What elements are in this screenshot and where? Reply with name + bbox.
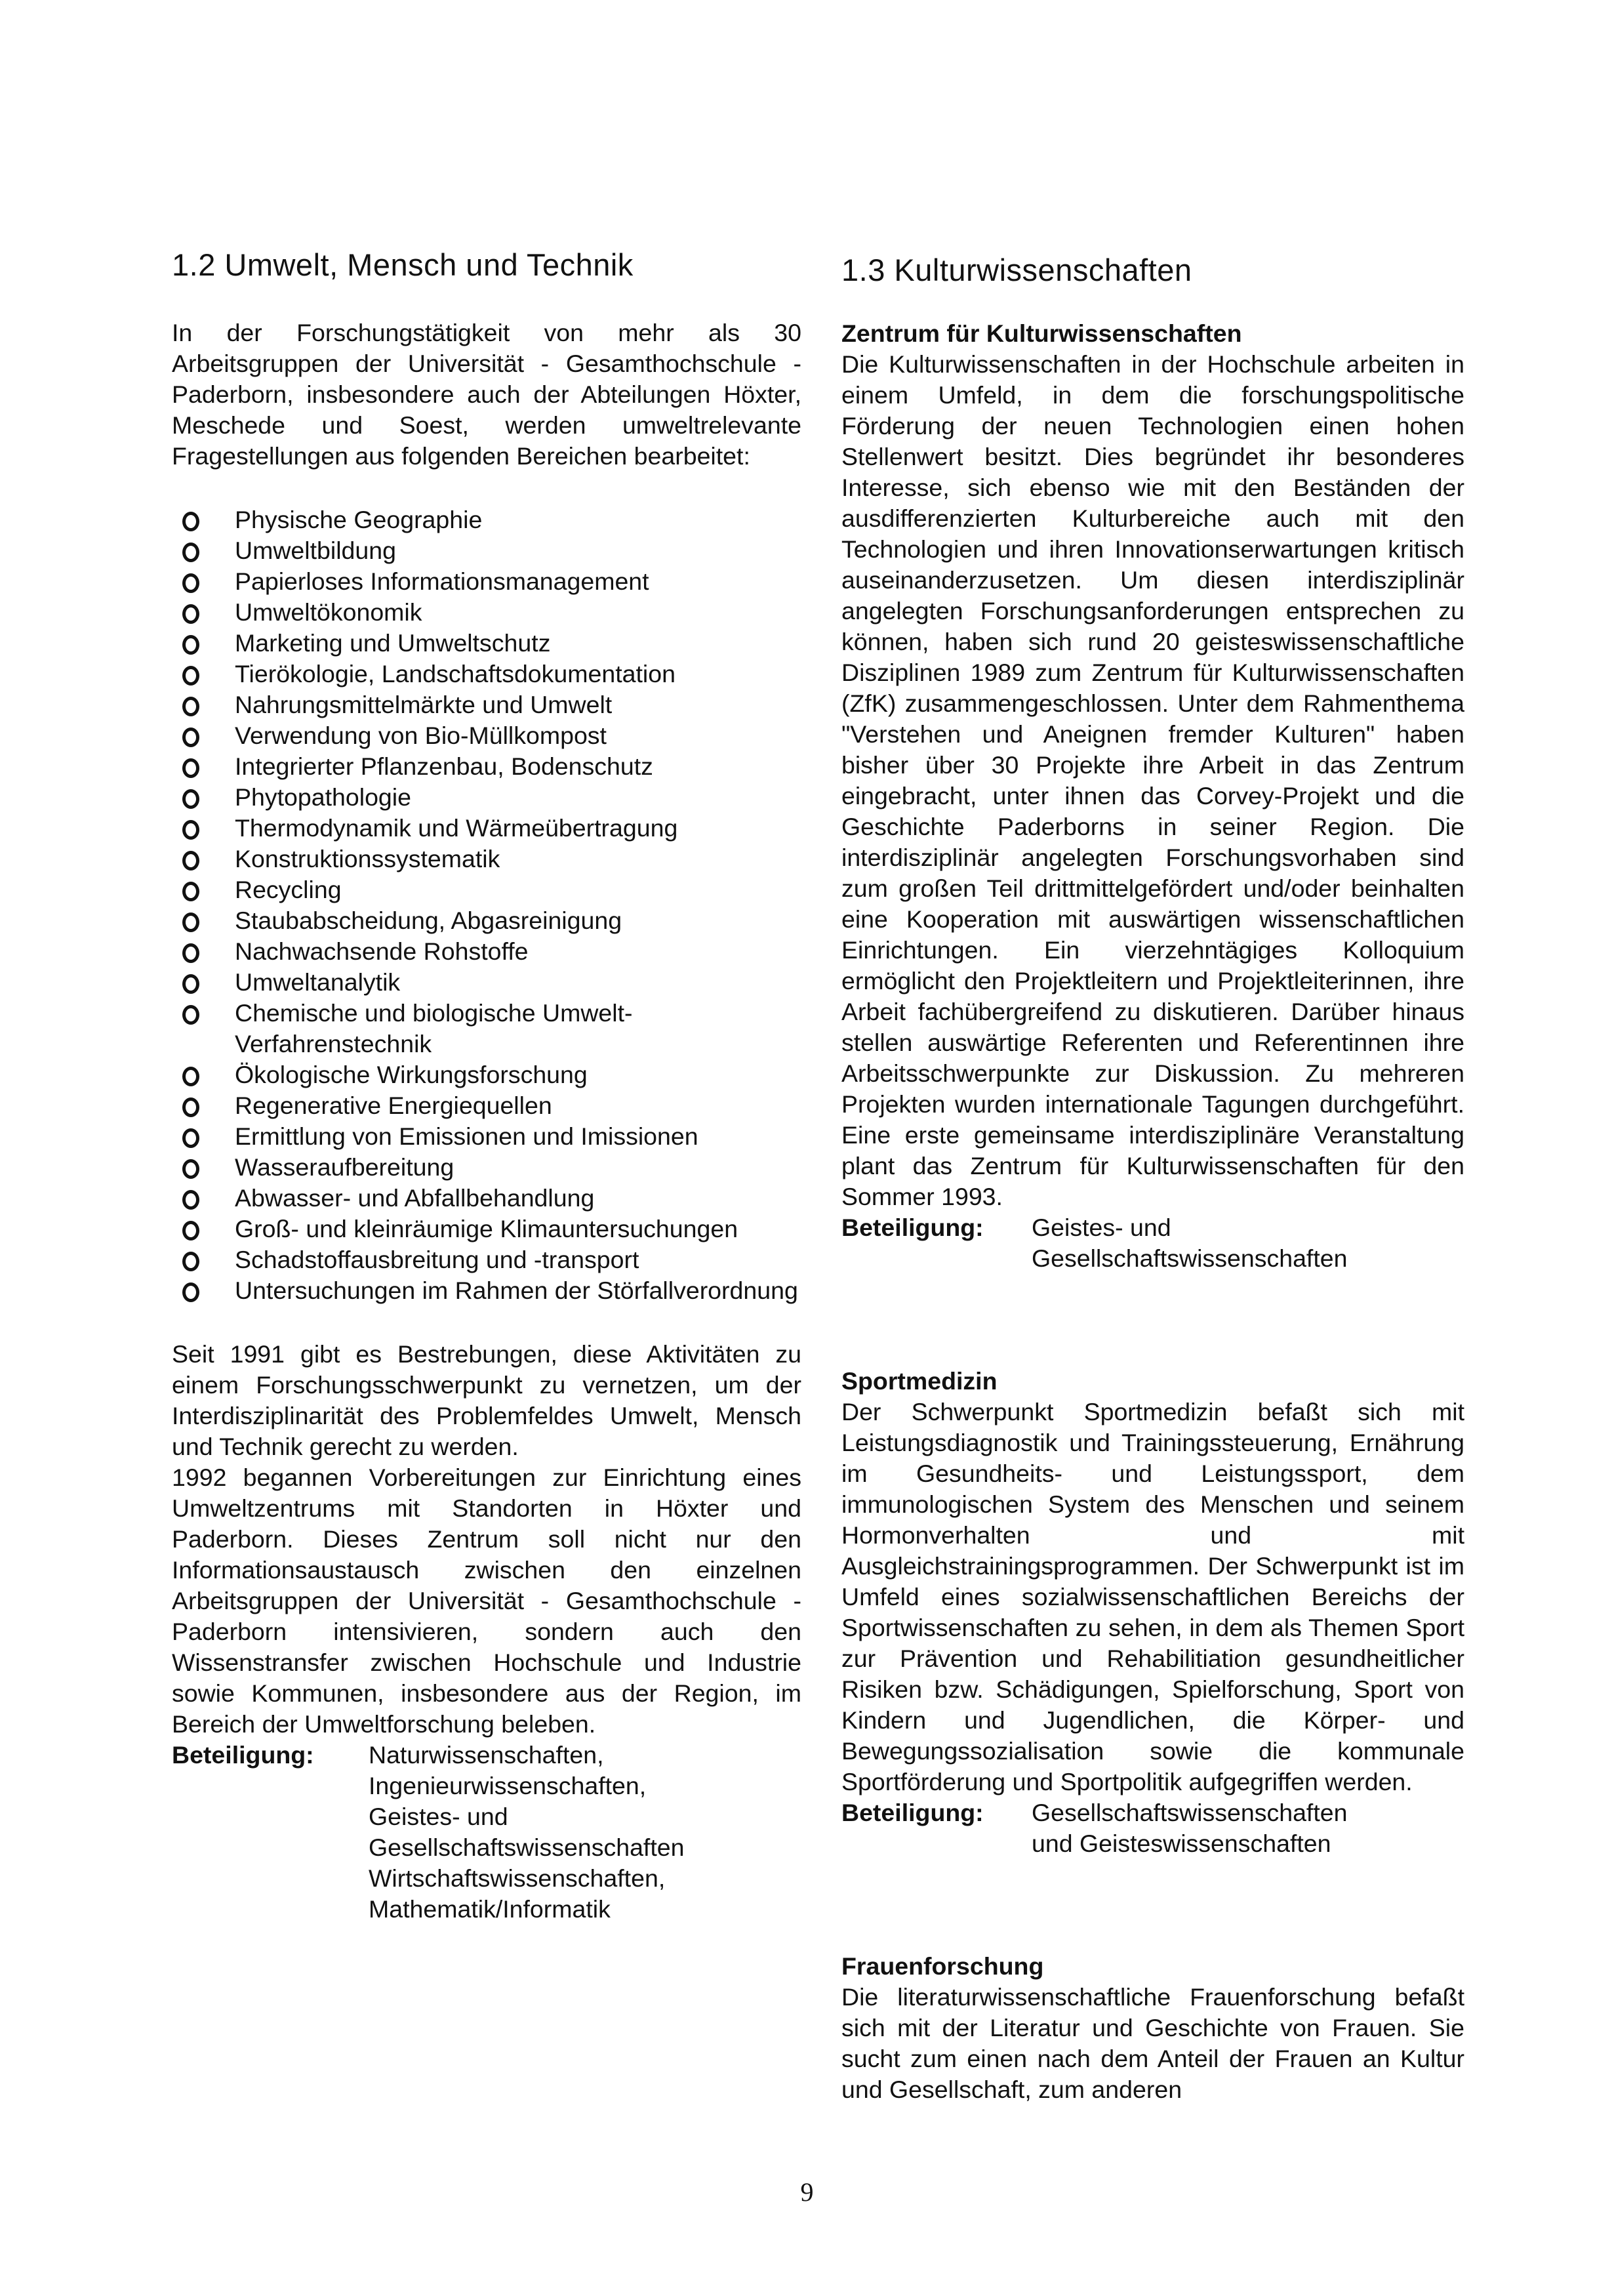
beteiligung-values [1032,1212,1464,1274]
right-column [841,249,1464,2105]
circle-bullet-icon [182,1221,199,1240]
list-item [172,967,801,998]
beteiligung-value: Naturwissenschaften, [369,1741,604,1769]
list-item [172,720,801,751]
circle-bullet-icon [182,604,199,624]
list-item-label: Integrierter Pflanzenbau, Bodenschutz [235,752,653,780]
section-title-kultur: 1.3 Kulturwissenschaften [841,253,1192,287]
beteiligung-value: Mathematik/Informatik [369,1895,611,1923]
circle-bullet-icon [182,666,199,686]
list-item-label: Tierökologie, Landschaftsdokumentation [235,660,676,687]
list-item [172,1152,801,1183]
circle-bullet-icon [182,1190,199,1210]
beteiligung-value: Gesellschaftswissenschaften [1032,1799,1348,1826]
list-item [172,874,801,905]
page-number: 9 [800,2177,814,2207]
circle-bullet-icon [182,573,199,593]
circle-bullet-icon [182,789,199,809]
list-item-label: Umweltökonomik [235,598,422,626]
heading-sportmedizin: Sportmedizin [841,1367,998,1395]
list-item [172,998,801,1059]
list-item [172,782,801,813]
circle-bullet-icon [182,728,199,747]
list-item [172,1214,801,1244]
heading-frauenforschung: Frauenforschung [841,1952,1044,1980]
research-area-list [172,504,801,1306]
list-item-label: Untersuchungen im Rahmen der Störfallverordnung [235,1277,798,1304]
section-title-umwelt: 1.2 Umwelt, Mensch und Technik [172,247,634,282]
list-item-label: Staubabscheidung, Abgasreinigung [235,907,622,934]
list-item-label: Physische Geographie [235,506,483,533]
beteiligung-label: Beteiligung: [841,1214,984,1241]
beteiligung-values [369,1740,801,1925]
list-item [172,844,801,874]
list-item-label: Wasseraufbereitung [235,1153,454,1181]
circle-bullet-icon [182,851,199,871]
list-item-label: Regenerative Energiequellen [235,1092,552,1119]
circle-bullet-icon [182,635,199,655]
list-item-label: Abwasser- und Abfallbehandlung [235,1184,595,1212]
circle-bullet-icon [182,543,199,562]
circle-bullet-icon [182,1128,199,1148]
list-item-label: Papierloses Informationsmanagement [235,567,649,595]
list-item [172,597,801,628]
beteiligung-value: und Geisteswissenschaften [1032,1830,1331,1857]
list-item-label: Konstruktionssystematik [235,845,500,872]
list-item [172,813,801,844]
list-item [172,1059,801,1090]
list-item [172,689,801,720]
beteiligung-value: Geistes- und [1032,1214,1171,1241]
list-item [172,1183,801,1214]
circle-bullet-icon [182,1067,199,1086]
list-item [172,504,801,535]
list-item-label: Schadstoffausbreitung und -transport [235,1246,639,1273]
list-item [172,1090,801,1121]
list-item-label: Umweltanalytik [235,968,401,996]
circle-bullet-icon [182,1252,199,1271]
beteiligung-value: Geistes- und Gesellschaftswissenschaften [369,1803,685,1861]
list-item-label: Nachwachsende Rohstoffe [235,937,529,965]
list-item-label: Phytopathologie [235,783,411,811]
list-item-label: Marketing und Umweltschutz [235,629,551,657]
paragraph-frauenforschung: Die literaturwissenschaftliche Frauenforschung befaßt sich mit der Literatur und Geschichte von Frauen. Sie sucht zum einen nach dem Anteil der Frauen an Kultur und Gesellschaft, zum anderen [841,1983,1464,2103]
circle-bullet-icon [182,1159,199,1179]
beteiligung-label: Beteiligung: [172,1741,314,1769]
beteiligung-value: Gesellschaftswissenschaften [1032,1244,1348,1272]
paragraph-aktivitaeten: Seit 1991 gibt es Bestrebungen, diese Aktivitäten zu einem Forschungsschwerpunkt zu vernetzen, um der Interdisziplinarität des Problemfeldes Umwelt, Mensch und Technik gerecht zu werden. [172,1340,801,1460]
intro-paragraph: In der Forschungstätigkeit von mehr als 30 Arbeitsgruppen der Universität - Gesamthochschule - Paderborn, insbesondere auch der Abteilungen Höxter, Meschede und Soest, werden umweltrelevante Fragestellungen aus folgenden Bereichen bearbeitet: [172,319,801,470]
circle-bullet-icon [182,697,199,716]
circle-bullet-icon [182,512,199,531]
beteiligung-value: Wirtschaftswissenschaften, [369,1864,666,1892]
list-item-label: Thermodynamik und Wärmeübertragung [235,814,678,842]
list-item [172,751,801,782]
beteiligung-sportmedizin [841,1797,1464,1859]
circle-bullet-icon [182,974,199,994]
list-item-label: Ökologische Wirkungsforschung [235,1061,588,1088]
circle-bullet-icon [182,912,199,932]
list-item-label: Recycling [235,876,342,903]
circle-bullet-icon [182,882,199,901]
circle-bullet-icon [182,820,199,840]
list-item [172,1244,801,1275]
left-column [172,249,801,1925]
list-item-label: Groß- und kleinräumige Klimauntersuchungen [235,1215,738,1242]
beteiligung-umwelt [172,1740,801,1925]
list-item-label: Umweltbildung [235,537,396,564]
paragraph-umweltzentrum: 1992 begannen Vorbereitungen zur Einrichtung eines Umweltzentrums mit Standorten in Höxter und Paderborn. Dieses Zentrum soll nicht nur den Informationsaustausch zwischen den einzelnen Arbeitsgruppen der Universität - Gesamthochschule - Paderborn intensivieren, sondern auch den Wissenstransfer zwischen Hochschule und Industrie sowie Kommunen, insbesondere aus der Region, im Bereich der Umweltforschung beleben. [172,1464,801,1738]
circle-bullet-icon [182,1005,199,1025]
beteiligung-label: Beteiligung: [841,1799,984,1826]
circle-bullet-icon [182,943,199,963]
list-item [172,905,801,936]
list-item-label: Ermittlung von Emissionen und Imissionen [235,1122,698,1150]
circle-bullet-icon [182,1282,199,1302]
list-item [172,659,801,689]
list-item-label: Verwendung von Bio-Müllkompost [235,722,607,749]
list-item [172,535,801,566]
paragraph-zfk: Die Kulturwissenschaften in der Hochschule arbeiten in einem Umfeld, in dem die forschungspolitische Förderung der neuen Technologien einen hohen Stellenwert besitzt. Dies begründet ihr besonderes Interesse, sich ebenso wie mit den Beständen der ausdifferenzierten Kulturbereiche auch mit den Technologien und ihren Innovationserwartungen kritisch auseinanderzusetzen. Um diesen interdisziplinär angelegten Forschungsanforderungen entsprechen zu können, haben sich rund 20 geisteswissenschaftliche Disziplinen 1989 zum Zentrum für Kulturwissenschaften (ZfK) zusammengeschlossen. Unter dem Rahmenthema "Verstehen und Aneignen fremder Kulturen" haben bisher über 30 Projekte ihre Arbeit in das Zentrum eingebracht, unter ihnen das Corvey-Projekt und die Geschichte Paderborns in seiner Region. Die interdisziplinär angelegten Forschungsvorhaben sind zum großen Teil drittmittelgefördert und/oder beinhalten eine Kooperation mit auswärtigen wissenschaftlichen Einrichtungen. Ein vierzehntägiges Kolloquium ermöglicht den Projektleitern und Projektleiterinnen, ihre Arbeit fachübergreifend zu diskutieren. Darüber hinaus stellen auswärtige Referenten und Referentinnen ihre Arbeitsschwerpunkte zur Diskussion. Zu mehreren Projekten wurden internationale Tagungen durchgeführt. Eine erste gemeinsame interdisziplinäre Veranstaltung plant das Zentrum für Kulturwissenschaften für den Sommer 1993. [841,350,1464,1210]
list-item-label: Chemische und biologische Umwelt-Verfahrenstechnik [235,999,633,1057]
paragraph-sportmedizin: Der Schwerpunkt Sportmedizin befaßt sich mit Leistungsdiagnostik und Trainingssteuerung, Ernährung im Gesundheits- und Leistungssport, dem immunologischen System des Menschen und seinem Hormonverhalten und mit Ausgleichstrainingsprogrammen. Der Schwerpunkt ist im Umfeld eines sozialwissenschaftlichen Bereichs der Sportwissenschaften zu sehen, in dem als Themen Sport zur Prävention und Rehabilitiation gesundheitlicher Risiken bzw. Schädigungen, Spielforschung, Sport von Kindern und Jugendlichen, die Körper- und Bewegungssozialisation sowie die kommunale Sportförderung und Sportpolitik aufgegriffen werden. [841,1398,1464,1795]
beteiligung-zfk [841,1212,1464,1274]
list-item [172,936,801,967]
list-item [172,1121,801,1152]
list-item-label: Nahrungsmittelmärkte und Umwelt [235,691,613,718]
list-item [172,1275,801,1306]
circle-bullet-icon [182,758,199,778]
beteiligung-value: Ingenieurwissenschaften, [369,1772,647,1799]
circle-bullet-icon [182,1097,199,1117]
list-item [172,566,801,597]
beteiligung-values [1032,1797,1464,1859]
list-item [172,628,801,659]
heading-zfk: Zentrum für Kulturwissenschaften [841,319,1242,347]
